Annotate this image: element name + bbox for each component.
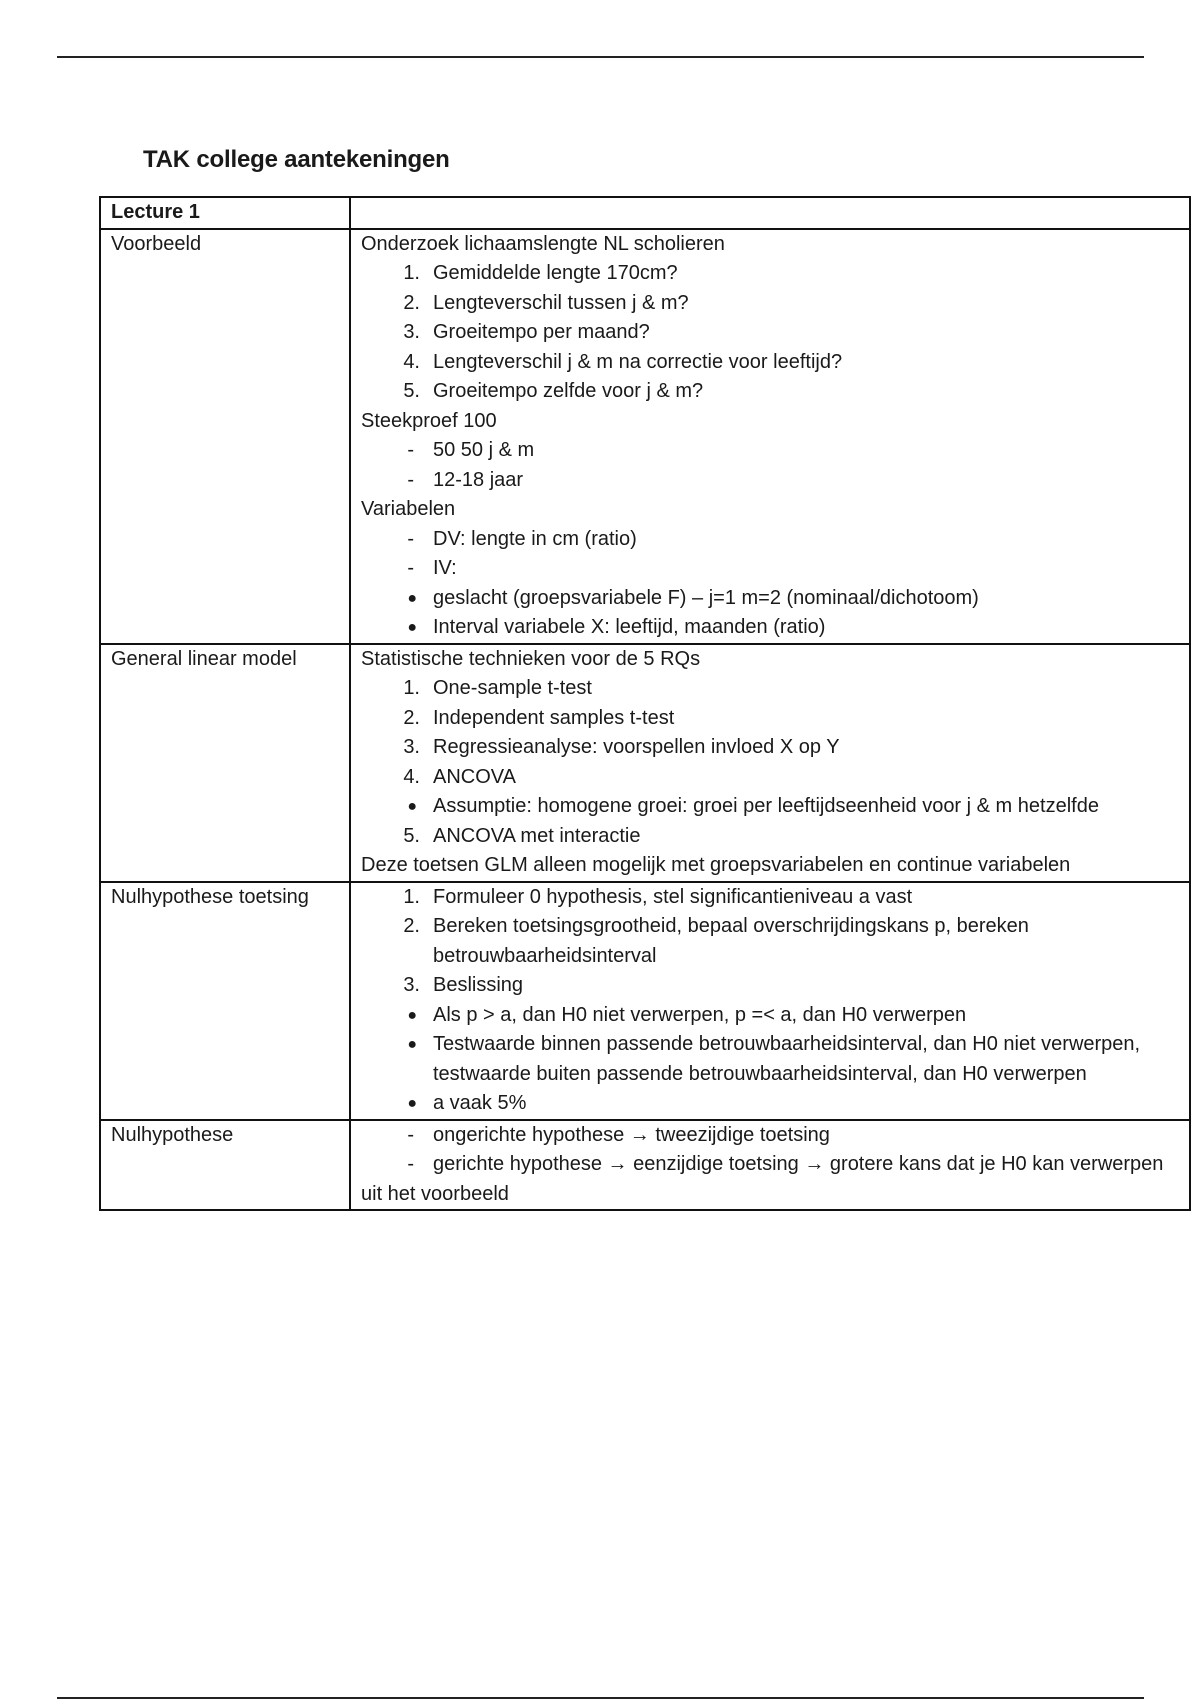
list-item-text: Groeitempo per maand? [433,321,650,343]
bullet-item [361,584,1179,614]
bullet-item [361,1001,1179,1031]
header-content-cell [350,197,1190,229]
table-row [100,1120,1190,1211]
numbered-item [361,822,1179,852]
list-item-text: IV: [433,557,457,579]
row-content [350,229,1190,644]
dash-item [361,436,1179,466]
bullet-icon: ● [407,798,417,815]
bullet-icon: ● [407,1006,417,1024]
list-item-text: geslacht (groepsvariabele F) – j=1 m=2 (nominaal/dichotoom) [433,586,979,609]
bullet-item [361,1089,1179,1119]
list-item-text: 12-18 jaar [433,468,524,491]
numbered-item [361,883,1179,913]
list-item-text: Independent samples t-test [433,706,675,729]
list-item-text: Bereken toetsingsgrootheid, bepaal overschrijdingskans p, bereken betrouwbaarheidsinterval [433,915,1029,967]
numbered-item [361,289,1179,319]
bullet-item [361,792,1179,822]
page-title: TAK college aantekeningen [143,146,450,173]
row-content [350,1120,1190,1211]
bullet-item [361,1030,1179,1089]
list-item-text: Groeitempo zelfde voor j & m? [433,380,704,402]
list-item-text: 50 50 j & m [433,439,535,461]
numbered-item [361,971,1179,1001]
row-label: Voorbeeld [100,229,350,644]
paragraph-line: Statistische technieken voor de 5 RQs [361,647,701,670]
dash-icon: - [407,1153,414,1175]
numbered-item [361,912,1179,971]
bullet-icon: ● [407,1036,417,1053]
list-item-text: Als p > a, dan H0 niet verwerpen, p =< a, dan H0 verwerpen [433,1003,967,1026]
list-number: 5. [403,380,420,402]
row-label: Nulhypothese toetsing [100,882,350,1120]
dash-item [361,554,1179,584]
bullet-icon: ● [407,619,417,636]
list-item-text: Regressieanalyse: voorspellen invloed X op Y [433,736,840,758]
list-number: 4. [403,765,420,788]
dash-icon: - [407,1123,414,1146]
numbered-item [361,733,1179,763]
dash-icon: - [407,557,414,579]
paragraph-line: Onderzoek lichaamslengte NL scholieren [361,232,725,255]
list-item-text: Assumptie: homogene groei: groei per leeftijdseenheid voor j & m hetzelfde [433,795,1099,817]
list-number: 1. [403,885,420,908]
dash-item [361,525,1179,555]
list-number: 5. [403,824,420,847]
list-item-text: Gemiddelde lengte 170cm? [433,262,678,284]
table-row [100,644,1190,882]
numbered-item [361,377,1179,407]
list-number: 3. [403,736,420,758]
table-row [100,229,1190,644]
bullet-icon: ● [407,589,417,607]
paragraph-line: Variabelen [361,498,456,520]
numbered-item [361,348,1179,378]
numbered-item [361,259,1179,289]
list-item-text: Lengteverschil tussen j & m? [433,291,689,314]
row-content [350,882,1190,1120]
list-number: 3. [403,321,420,343]
table-row [100,882,1190,1120]
list-number: 4. [403,350,420,373]
list-number: 1. [403,262,420,284]
dash-item [361,1150,1179,1180]
list-number: 1. [403,677,420,699]
dash-item [361,1121,1179,1151]
list-item-text: Interval variabele X: leeftijd, maanden (ratio) [433,616,826,638]
list-item-text: DV: lengte in cm (ratio) [433,527,637,550]
list-item-text: Testwaarde binnen passende betrouwbaarheidsinterval, dan H0 niet verwerpen, testwaarde buiten passende betrouwbaarheidsinterval, dan H0 verwerpen [433,1033,1141,1085]
numbered-item [361,318,1179,348]
dash-icon: - [407,439,414,461]
numbered-item [361,763,1179,793]
row-label: General linear model [100,644,350,882]
list-item-text: ANCOVA [433,765,516,788]
footer-rule [57,1697,1144,1699]
numbered-item [361,674,1179,704]
paragraph-line: Steekproef 100 [361,409,497,432]
list-number: 2. [403,291,420,314]
table-header-row [100,197,1190,229]
list-item-text: ongerichte hypothese → tweezijdige toetsing [433,1123,830,1146]
paragraph-line: uit het voorbeeld [361,1182,509,1205]
numbered-item [361,704,1179,734]
row-content [350,644,1190,882]
dash-item [361,466,1179,496]
dash-icon: - [407,468,414,491]
list-item-text: gerichte hypothese → eenzijdige toetsing → grotere kans dat je H0 kan verwerpen [433,1153,1164,1175]
notes-table [99,196,1191,1211]
list-item-text: a vaak 5% [433,1092,527,1114]
list-item-text: Beslissing [433,974,524,996]
header-rule [57,56,1144,58]
bullet-icon: ● [407,1095,417,1112]
list-item-text: Lengteverschil j & m na correctie voor leeftijd? [433,350,843,373]
row-label: Nulhypothese [100,1120,350,1211]
list-item-text: ANCOVA met interactie [433,824,641,847]
paragraph-line: Deze toetsen GLM alleen mogelijk met groepsvariabelen en continue variabelen [361,854,1071,876]
list-item-text: Formuleer 0 hypothesis, stel significantieniveau a vast [433,885,913,908]
bullet-item [361,613,1179,643]
list-number: 3. [403,974,420,996]
header-label-cell: Lecture 1 [100,197,350,229]
dash-icon: - [407,527,414,550]
list-number: 2. [403,706,420,729]
list-item-text: One-sample t-test [433,677,592,699]
list-number: 2. [403,915,420,937]
